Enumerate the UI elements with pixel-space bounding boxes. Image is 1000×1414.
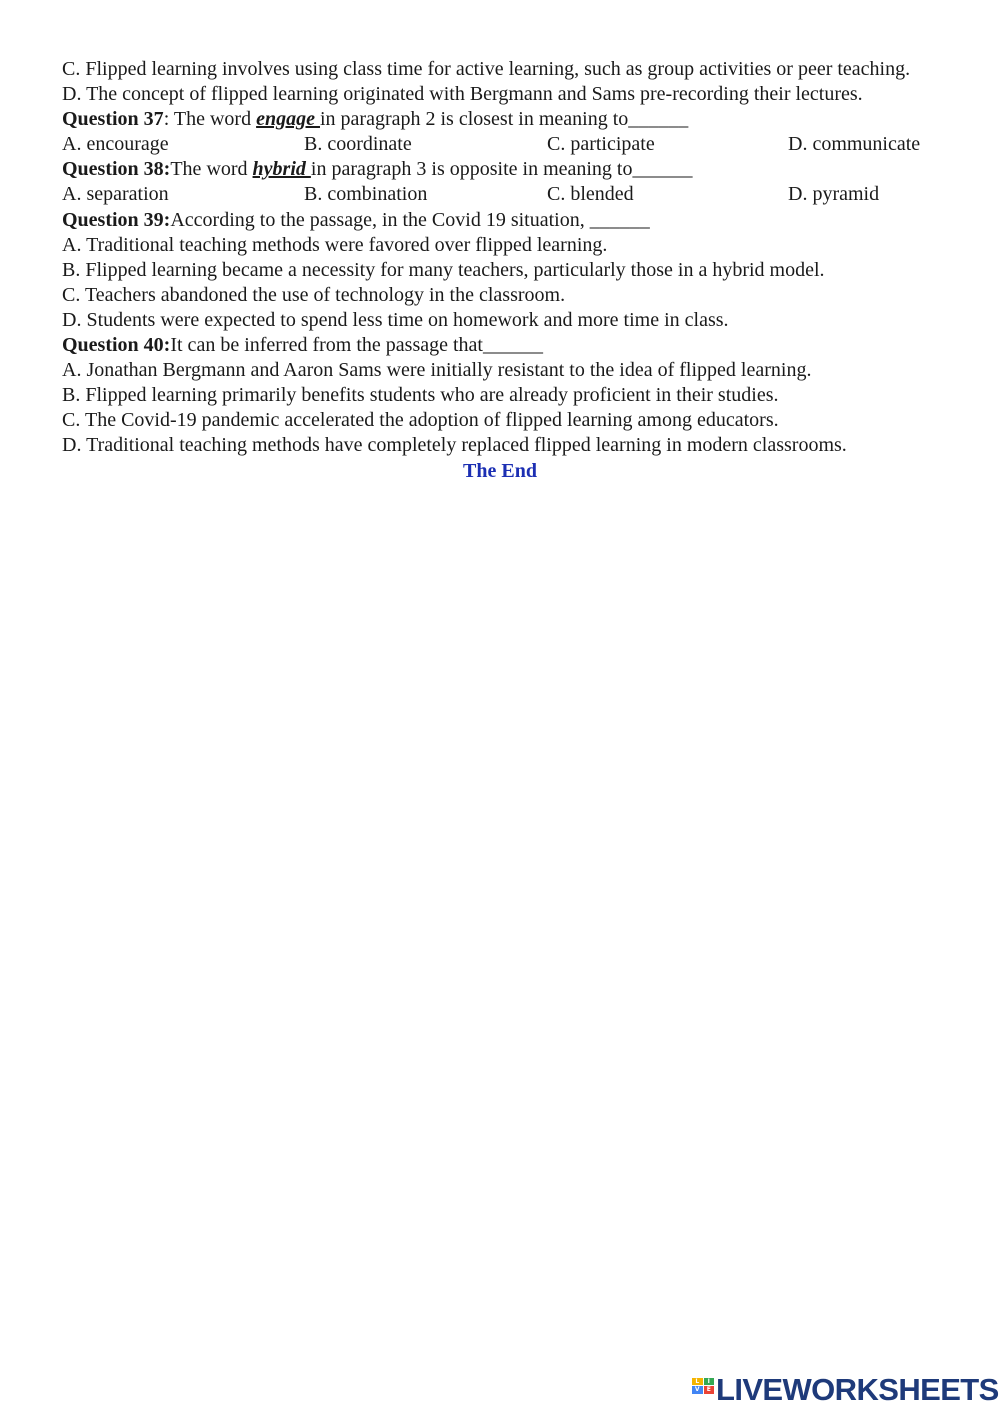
q40-option-a[interactable]: A. Jonathan Bergmann and Aaron Sams were initially resistant to the idea of flipped learning. (62, 359, 812, 382)
q37-option-b[interactable]: B. coordinate (304, 133, 412, 156)
question-38 (62, 157, 942, 182)
question-37 (62, 107, 942, 132)
q37-option-d[interactable]: D. communicate (788, 133, 921, 156)
q40-option-d[interactable]: D. Traditional teaching methods have completely replaced flipped learning in modern classrooms. (62, 434, 847, 457)
question-37-keyword: engage (256, 108, 320, 131)
q39-option-a[interactable]: A. Traditional teaching methods were favored over flipped learning. (62, 233, 608, 256)
question-39-label: Question 39: (62, 208, 171, 231)
question-39-stem: According to the passage, in the Covid 19 situation, ______ (170, 208, 650, 231)
logo-mark-cell-v: V (692, 1386, 703, 1393)
q40-option-b[interactable]: B. Flipped learning primarily benefits students who are already proficient in their studies. (62, 384, 779, 407)
question-40-label: Question 40: (62, 334, 171, 357)
q37-option-a[interactable]: A. encourage (62, 133, 169, 156)
question-37-label: Question 37 (62, 108, 164, 131)
question-38-post: in paragraph 3 is opposite in meaning to______ (310, 158, 693, 181)
logo-mark-cell-l: L (692, 1378, 703, 1385)
q38-option-c[interactable]: C. blended (547, 183, 634, 206)
q40-option-c[interactable]: C. The Covid-19 pandemic accelerated the adoption of flipped learning among educators. (62, 409, 779, 432)
question-38-pre: The word (170, 158, 253, 181)
q38-option-b[interactable]: B. combination (304, 183, 428, 206)
q39-option-c[interactable]: C. Teachers abandoned the use of technology in the classroom. (62, 283, 566, 306)
question-40 (62, 333, 942, 358)
liveworksheets-logo-icon (692, 1378, 714, 1402)
question-37-options (62, 132, 942, 157)
logo-mark-cell-i: I (704, 1378, 715, 1385)
q39-option-b[interactable]: B. Flipped learning became a necessity for many teachers, particularly those in a hybrid model. (62, 258, 825, 281)
question-38-label: Question 38: (62, 158, 171, 181)
q37-option-c[interactable]: C. participate (547, 133, 655, 156)
q38-option-a[interactable]: A. separation (62, 183, 169, 206)
q39-option-d[interactable]: D. Students were expected to spend less time on homework and more time in class. (62, 308, 729, 331)
end-marker: The End (463, 459, 537, 482)
q38-option-d[interactable]: D. pyramid (788, 183, 880, 206)
question-39 (62, 208, 942, 233)
question-38-options (62, 182, 942, 207)
question-40-stem: It can be inferred from the passage that______ (170, 334, 543, 357)
liveworksheets-logo-text: LIVEWORKSHEETS (716, 1372, 999, 1407)
q36-option-d: D. The concept of flipped learning originated with Bergmann and Sams pre-recording their lectures. (62, 83, 863, 106)
q36-option-c: C. Flipped learning involves using class time for active learning, such as group activities or peer teaching. (62, 58, 911, 80)
liveworksheets-logo (692, 1372, 999, 1407)
question-37-post: in paragraph 2 is closest in meaning to______ (319, 108, 689, 131)
worksheet-page (62, 57, 942, 484)
question-37-pre: : The word (163, 108, 257, 131)
logo-mark-cell-e: E (704, 1386, 715, 1393)
question-38-keyword: hybrid (252, 158, 311, 181)
